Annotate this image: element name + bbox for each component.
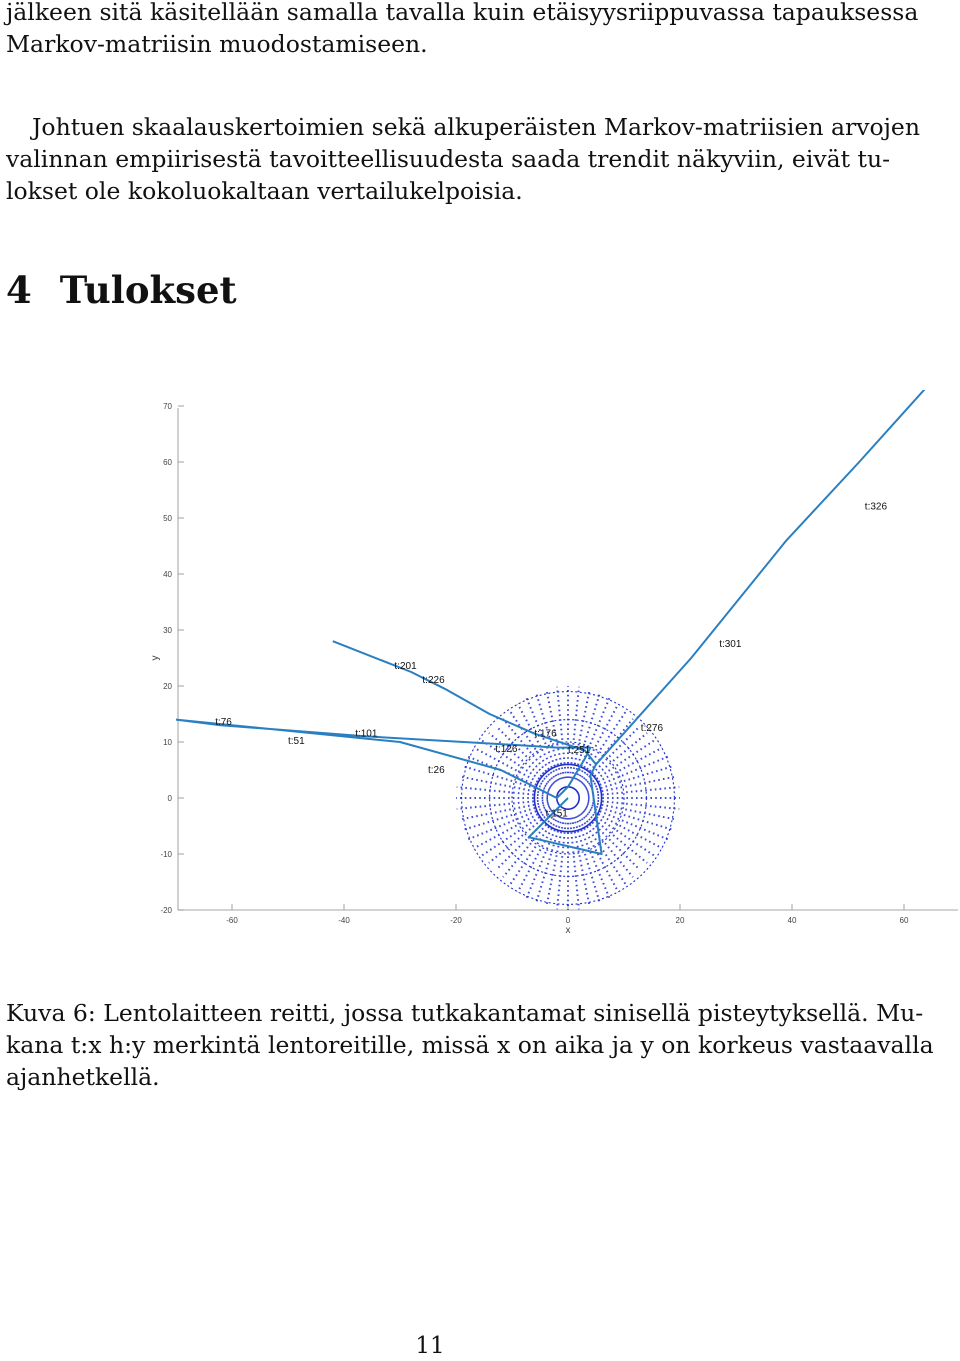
y-tick-label: 60	[163, 458, 172, 467]
text-line: lokset ole kokoluokaltaan vertailukelpoisia.	[6, 177, 523, 205]
route-time-label: t:51	[288, 736, 305, 748]
route-time-label: t:26	[428, 764, 445, 776]
paragraph-continuation	[6, 0, 919, 60]
y-tick-label: 40	[163, 570, 172, 579]
y-tick-label: 50	[163, 514, 172, 523]
route-time-label: t:251	[568, 745, 591, 757]
radar-ray	[481, 809, 551, 856]
section-number: 4	[6, 268, 32, 312]
x-tick-label: -40	[338, 916, 350, 925]
route-time-label: t:151	[545, 808, 568, 820]
section-title: Tulokset	[59, 268, 237, 312]
y-tick-label: -20	[160, 906, 172, 915]
y-axis-label: y	[150, 655, 161, 661]
flight-route	[176, 390, 960, 854]
route-time-label: t:326	[864, 501, 888, 513]
section-heading	[6, 268, 237, 312]
x-tick-label: -20	[450, 916, 462, 925]
x-tick-label: 20	[675, 916, 685, 925]
y-tick-label: -10	[160, 850, 172, 859]
route-time-label: t:276	[640, 722, 664, 734]
x-tick-label: 0	[565, 916, 571, 925]
x-tick-label: -60	[226, 916, 238, 925]
route-time-label: t:126	[495, 744, 518, 756]
radar-ray	[582, 812, 639, 869]
caption-line: Kuva 6: Lentolaitteen reitti, jossa tutkakantamat sinisellä pisteytyksellä. Mu-	[6, 999, 924, 1027]
y-tick-label: 10	[163, 738, 172, 747]
y-tick-label: 20	[163, 682, 172, 691]
flight-route-chart	[0, 390, 960, 950]
y-tick-label: 30	[163, 626, 172, 635]
text-line: valinnan empiirisestä tavoitteellisuudesta saada trendit näkyviin, eivät tu-	[6, 145, 891, 173]
text-line: Johtuen skaalauskertoimien sekä alkuperäisten Markov-matriisien arvojen	[32, 113, 920, 141]
caption-line: ajanhetkellä.	[6, 1063, 160, 1091]
text-line: jälkeen sitä käsitellään samalla tavalla kuin etäisyysriippuvassa tapauksessa	[6, 0, 919, 26]
route-time-label: t:101	[355, 728, 378, 740]
paragraph-body	[6, 111, 920, 207]
text-line: Markov-matriisin muodostamiseen.	[6, 30, 428, 58]
y-tick-label: 0	[167, 794, 172, 803]
route-segment	[596, 390, 960, 764]
y-tick-label: 70	[163, 402, 172, 411]
route-time-label: t:201	[394, 661, 417, 673]
page-number: 11	[415, 1333, 445, 1359]
caption-line: kana t:x h:y merkintä lentoreitille, missä x on aika ja y on korkeus vastaavalla	[6, 1031, 934, 1059]
x-axis-label: x	[565, 925, 571, 936]
route-time-label: t:176	[534, 728, 557, 740]
x-tick-label: 40	[787, 916, 797, 925]
route-time-label: t:76	[215, 717, 232, 729]
route-time-label: t:226	[422, 675, 445, 687]
x-tick-label: 60	[899, 916, 909, 925]
route-time-label: t:301	[719, 638, 742, 650]
figure-caption	[6, 997, 934, 1093]
